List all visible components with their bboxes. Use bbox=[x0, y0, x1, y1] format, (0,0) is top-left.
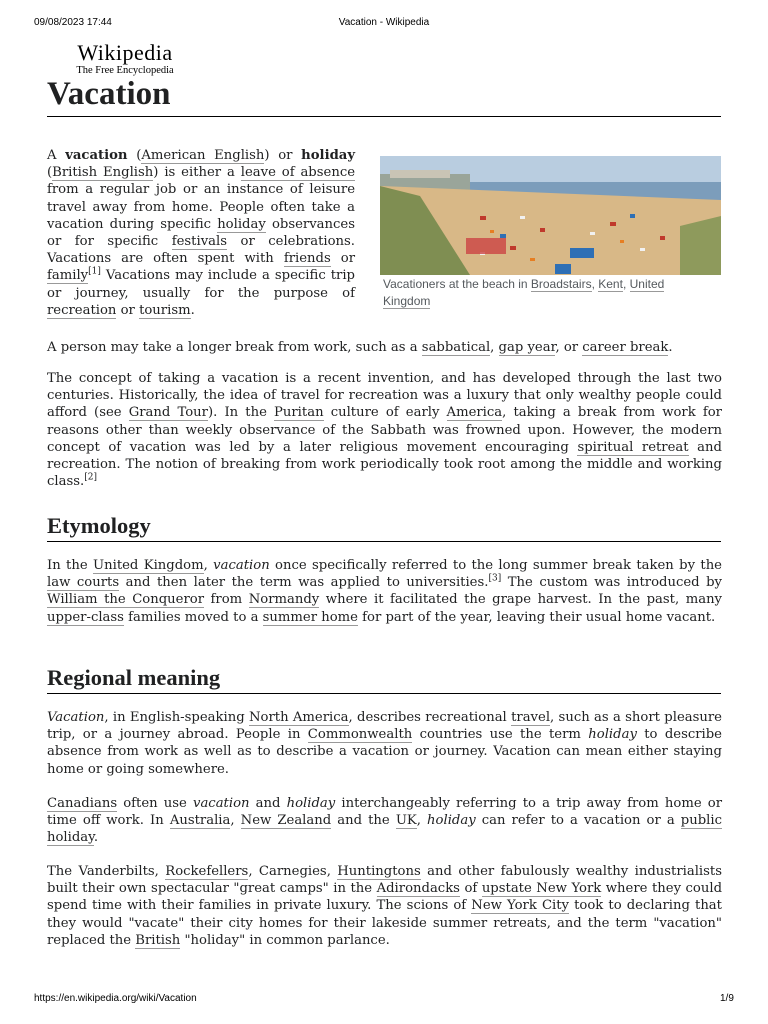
link-rockefellers[interactable]: Rockefellers bbox=[165, 864, 249, 879]
link-united-kingdom-caption[interactable]: United Kingdom bbox=[383, 277, 665, 308]
link-adirondacks[interactable]: Adirondacks bbox=[376, 881, 460, 897]
link-kent[interactable]: Kent bbox=[598, 277, 623, 291]
link-friends[interactable]: friends bbox=[283, 251, 331, 267]
link-grand-tour[interactable]: Grand Tour bbox=[128, 405, 208, 421]
paragraph-history: The concept of taking a vacation is a recent invention, and has developed through the last two centuries. Historically, the idea of travel for recreation was a luxury that only wealthy people could afford (see Grand Tour). In the Puritan culture of early America, taking a break from work for reasons other than weekly observance of the Sabbath was frowned upon. However, the modern concept of vacation was led by a later religious movement encouraging spiritual retreat and recreation. The notion of breaking from work periodically took root among the middle and working class.[2] bbox=[47, 371, 722, 490]
link-upper-class[interactable]: upper-class bbox=[47, 609, 124, 625]
link-summer-home[interactable]: summer home bbox=[262, 609, 358, 625]
link-huntingtons[interactable]: Huntingtons bbox=[337, 864, 421, 879]
paragraph-great-camps: The Vanderbilts, Rockefellers, Carnegies, Huntingtons and other fabulously wealthy industrialists built their own spectacular "great camps" in the Adirondacks of upstate New York where they could spend time with their families in private luxury. The scions of New York City took to declaring that they would "vacate" their city homes for their lakeside summer retreats, and the term "vacation" replaced the British "holiday" in common parlance. bbox=[47, 864, 723, 948]
link-spiritual-retreat[interactable]: spiritual retreat bbox=[577, 439, 689, 455]
wikipedia-logo[interactable] bbox=[67, 41, 183, 76]
link-recreation[interactable]: recreation bbox=[47, 302, 117, 318]
beach-photo-graphic bbox=[380, 156, 721, 275]
link-tourism[interactable]: tourism bbox=[139, 302, 191, 318]
link-new-zealand[interactable]: New Zealand bbox=[240, 813, 332, 829]
print-timestamp: 09/08/2023 17:44 bbox=[34, 17, 112, 28]
link-upstate-new-york[interactable]: upstate New York bbox=[481, 881, 602, 897]
link-normandy[interactable]: Normandy bbox=[248, 592, 320, 608]
logo-tagline: The Free Encyclopedia bbox=[76, 65, 174, 76]
image-caption: Vacationers at the beach in Broadstairs, Kent, United Kingdom bbox=[383, 277, 665, 308]
link-canadians[interactable]: Canadians bbox=[47, 796, 118, 811]
link-north-america[interactable]: North America bbox=[248, 710, 349, 725]
link-public-holiday[interactable]: public holiday bbox=[47, 813, 722, 846]
link-uk[interactable]: UK bbox=[395, 813, 417, 829]
link-new-york-city[interactable]: New York City bbox=[471, 898, 569, 914]
link-british-english[interactable]: British English bbox=[52, 165, 154, 181]
link-william-the-conqueror[interactable]: William the Conqueror bbox=[47, 592, 205, 608]
paragraph-canadians: Canadians often use vacation and holiday interchangeably referring to a trip away from home or time off work. In Australia, New Zealand and the UK, holiday can refer to a vacation or a public holiday. bbox=[47, 796, 723, 846]
lead-paragraph: A vacation (American English) or holiday (British English) is either a leave of absence from a regular job or an instance of leisure travel away from home. People often take a vacation during specific holiday observances or for specific festivals or celebrations. Vacations are often spent with friends or family[1] Vacations may include a specific trip or journey, usually for the purpose of recreation or tourism. bbox=[47, 148, 356, 318]
print-page-number: 1/9 bbox=[720, 993, 734, 1004]
beach-image[interactable] bbox=[380, 156, 721, 275]
link-united-kingdom[interactable]: United Kingdom bbox=[93, 558, 204, 573]
link-sabbatical[interactable]: sabbatical bbox=[421, 340, 491, 355]
link-gap-year[interactable]: gap year bbox=[498, 340, 556, 355]
paragraph-regional: Vacation, in English-speaking North America, describes recreational travel, such as a short pleasure trip, or a journey abroad. People in Commonwealth countries use the term holiday to describe absence from work as well as to describe a vacation or journey. Vacation can mean either staying home or going somewhere. bbox=[47, 710, 722, 777]
ref-2[interactable]: [2] bbox=[84, 472, 97, 483]
print-url: https://en.wikipedia.org/wiki/Vacation bbox=[34, 993, 197, 1004]
link-america[interactable]: America bbox=[446, 405, 503, 421]
link-australia[interactable]: Australia bbox=[169, 813, 231, 829]
print-page-title: Vacation - Wikipedia bbox=[338, 17, 430, 28]
ref-1[interactable]: [1] bbox=[88, 267, 101, 278]
link-british[interactable]: British bbox=[135, 932, 181, 948]
link-broadstairs[interactable]: Broadstairs bbox=[530, 277, 592, 291]
link-american-english[interactable]: American English bbox=[141, 148, 265, 163]
link-puritan[interactable]: Puritan bbox=[274, 405, 324, 421]
heading-regional-meaning: Regional meaning bbox=[47, 663, 721, 694]
paragraph-breaks: A person may take a longer break from work, such as a sabbatical, gap year, or career break. bbox=[47, 340, 673, 355]
link-law-courts[interactable]: law courts bbox=[47, 575, 120, 591]
logo-wordmark: Wikipedia bbox=[77, 40, 173, 65]
link-festivals[interactable]: festivals bbox=[171, 234, 227, 250]
link-travel[interactable]: travel bbox=[511, 710, 551, 725]
page-title: Vacation bbox=[47, 72, 721, 117]
link-career-break[interactable]: career break bbox=[582, 340, 669, 355]
link-holiday[interactable]: holiday bbox=[217, 216, 266, 232]
link-commonwealth[interactable]: Commonwealth bbox=[307, 727, 413, 743]
link-leave-of-absence[interactable]: leave of absence bbox=[240, 165, 356, 181]
paragraph-etymology: In the United Kingdom, vacation once specifically referred to the long summer break taken by the law courts and then later the term was applied to universities.[3] The custom was introduced by William the Conqueror from Normandy where it facilitated the grape harvest. In the past, many upper-class families moved to a summer home for part of the year, leaving their usual home vacant. bbox=[47, 558, 723, 625]
link-family[interactable]: family bbox=[47, 268, 89, 284]
ref-3[interactable]: [3] bbox=[488, 573, 502, 584]
heading-etymology: Etymology bbox=[47, 511, 721, 542]
